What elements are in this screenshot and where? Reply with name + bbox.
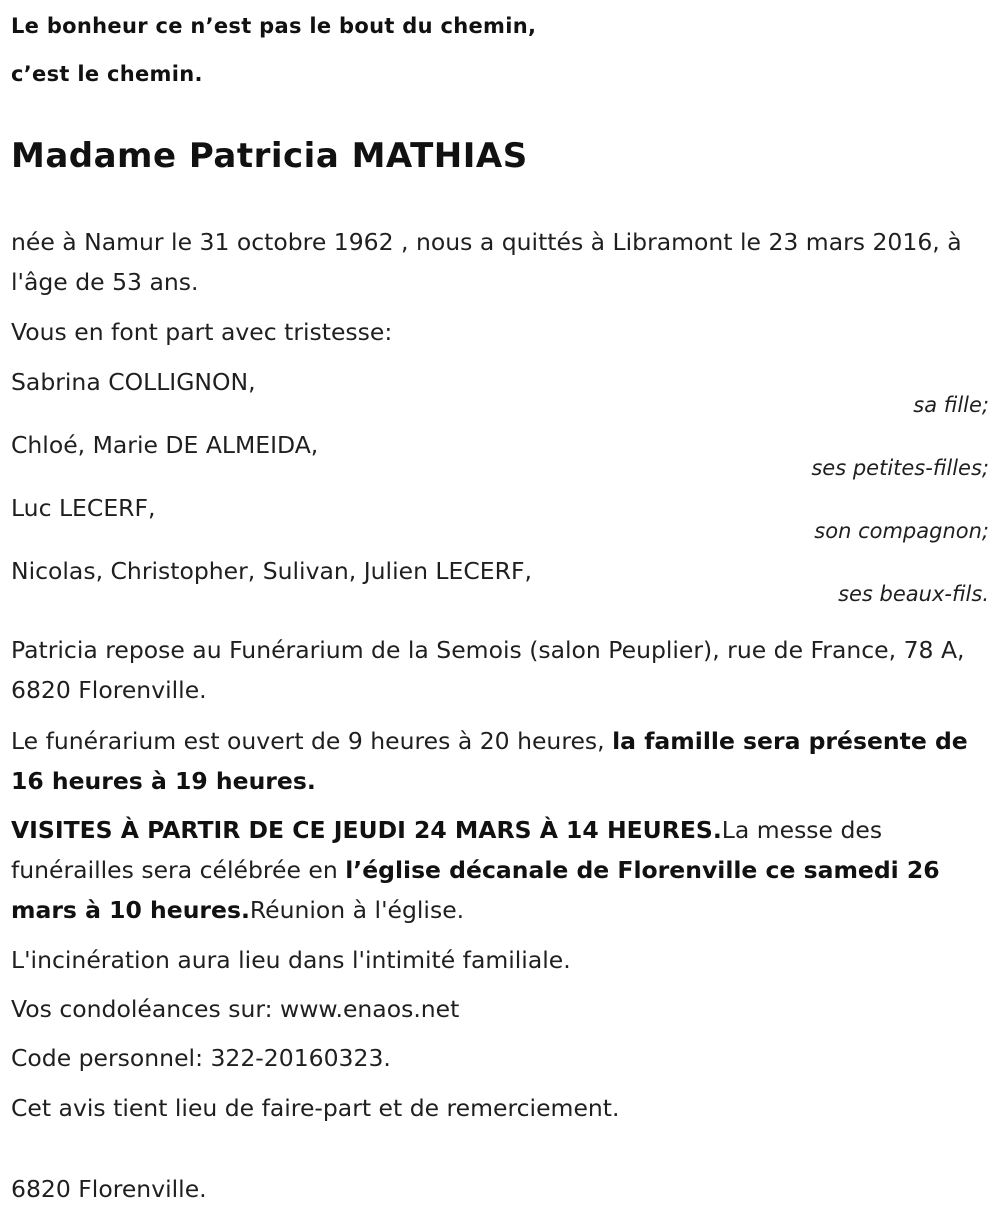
quote-line-1: Le bonheur ce n’est pas le bout du chemin, [11,14,537,38]
condolences-text: Vos condoléances sur: www.enaos.net [11,995,460,1023]
funeral-bold-text: l’église décanale de Florenville ce samedi 26 mars à 10 heures. [11,856,940,924]
visits-paragraph [11,810,986,930]
quote-line-2: c’est le chemin. [11,62,203,86]
funeral-normal-text: La messe des funérailles sera célébrée en [11,816,883,884]
hours-paragraph [11,721,986,801]
deceased-name-title: Madame Patricia MATHIAS [11,136,528,176]
visits-bold-text: VISITES À PARTIR DE CE JEUDI 24 MARS À 14 HEURES. [11,816,722,844]
cremation-text: L'incinération aura lieu dans l'intimité familiale. [11,946,571,974]
family-member-relation: ses petites-filles; [811,456,989,480]
meeting-normal-text: Réunion à l'église. [249,896,465,924]
family-member-name: Sabrina COLLIGNON, [11,368,256,396]
family-member-name: Chloé, Marie DE ALMEIDA, [11,431,319,459]
family-member-relation: sa fille; [913,393,989,417]
family-member-relation: son compagnon; [814,519,989,543]
location-text: 6820 Florenville. [11,1175,207,1203]
intro-paragraph: née à Namur le 31 octobre 1962 , nous a quittés à Libramont le 23 mars 2016, à l'âge de 53 ans. [11,228,962,296]
family-member-name: Luc LECERF, [11,494,156,522]
hours-bold-text: la famille sera présente de 16 heures à 19 heures. [11,727,968,795]
hours-normal-text: Le funérarium est ouvert de 9 heures à 20 heures, [11,727,613,755]
rest-location-paragraph: Patricia repose au Funérarium de la Semois (salon Peuplier), rue de France, 78 A, 6820 Florenville. [11,636,965,704]
family-member-name: Nicolas, Christopher, Sulivan, Julien LECERF, [11,557,532,585]
notice-text: Cet avis tient lieu de faire-part et de remerciement. [11,1094,620,1122]
announcement-text: Vous en font part avec tristesse: [11,318,393,346]
personal-code-text: Code personnel: 322-20160323. [11,1044,391,1072]
family-member-relation: ses beaux-fils. [838,582,989,606]
